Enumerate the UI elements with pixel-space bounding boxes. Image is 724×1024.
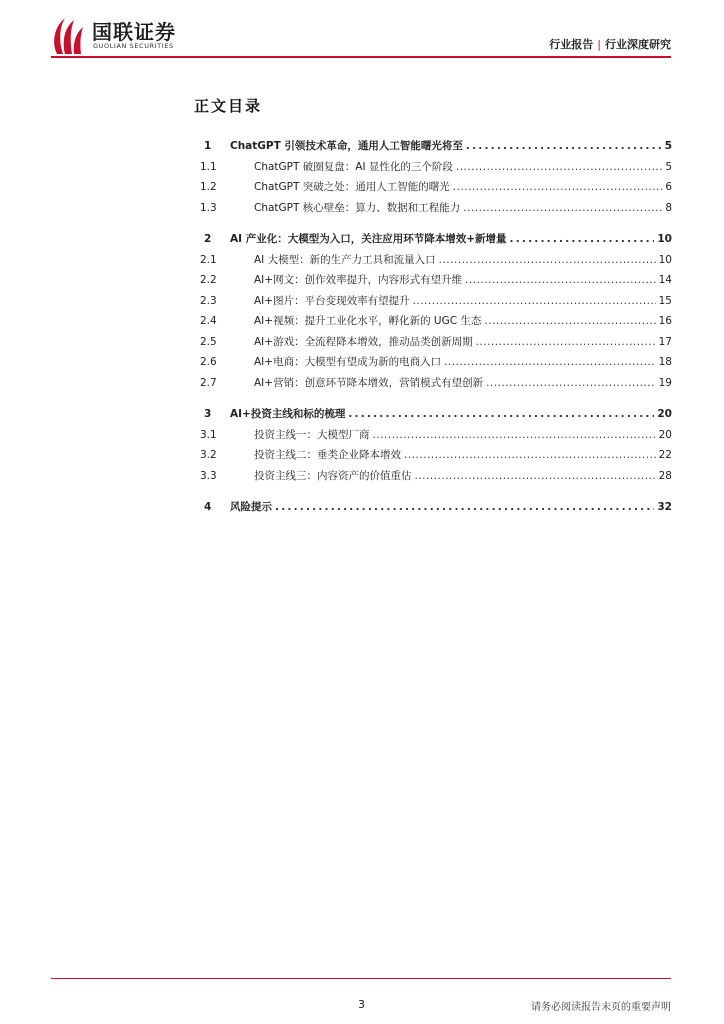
toc-section[interactable] <box>200 427 672 448</box>
toc-entry-number: 3.1 <box>200 428 217 441</box>
toc-entry-number: 2 <box>204 233 212 245</box>
report-subtype: 行业深度研究 <box>605 38 671 51</box>
toc-entry-title: AI+图片：平台变现效率有望提升 <box>254 294 410 307</box>
toc-entry-page: 6 <box>665 181 672 193</box>
guolian-logo-icon <box>51 14 87 56</box>
toc-leader-dots <box>348 408 654 420</box>
toc-leader-dots <box>510 233 655 245</box>
logo-chinese-name: 国联证券 <box>92 20 176 44</box>
toc-entry-page: 5 <box>664 140 672 152</box>
toc-leader-dots <box>486 377 656 389</box>
toc-entry-page: 14 <box>658 274 672 286</box>
toc-entry-title: AI+营销：创意环节降本增效，营销模式有望创新 <box>254 376 484 389</box>
toc-chapter[interactable] <box>200 231 672 252</box>
toc-entry-page: 32 <box>657 501 672 513</box>
toc-leader-dots <box>404 449 656 461</box>
toc-entry-number: 1 <box>204 140 212 152</box>
toc-section[interactable] <box>200 252 672 273</box>
toc-spacer <box>200 220 672 231</box>
toc-section[interactable] <box>200 447 672 468</box>
toc-entry-page: 22 <box>658 449 672 461</box>
toc-section[interactable] <box>200 468 672 489</box>
report-type: 行业报告 <box>549 38 594 51</box>
toc-entry-title: AI+电商：大模型有望成为新的电商入口 <box>254 356 442 368</box>
toc-leader-dots <box>456 161 662 173</box>
toc-section[interactable] <box>200 313 672 334</box>
toc-entry-number: 3.3 <box>200 469 217 482</box>
toc-entry-title: 投资主线二：垂类企业降本增效 <box>254 449 401 461</box>
company-logo <box>51 14 191 56</box>
toc-entry-title: AI+游戏：全流程降本增效，推动品类创新周期 <box>254 335 473 348</box>
toc-entry-number: 2.7 <box>200 376 217 389</box>
toc-entry-number: 2.2 <box>200 274 217 286</box>
toc-title: 正文目录 <box>194 97 263 115</box>
toc-chapter[interactable] <box>200 406 672 427</box>
toc-chapter[interactable] <box>200 499 672 520</box>
toc-leader-dots <box>476 336 656 348</box>
toc-entry-page: 20 <box>658 428 672 441</box>
toc-leader-dots <box>275 501 654 513</box>
toc-entry-number: 2.5 <box>200 335 217 348</box>
toc-section[interactable] <box>200 334 672 355</box>
header-divider <box>51 56 671 58</box>
toc-entry-number: 1.2 <box>200 181 217 193</box>
toc-section[interactable] <box>200 293 672 314</box>
page-header <box>0 0 724 62</box>
toc-entry-number: 2.6 <box>200 356 217 368</box>
toc-section[interactable] <box>200 272 672 293</box>
report-category <box>549 36 671 52</box>
toc-entry-title: 投资主线三：内容资产的价值重估 <box>254 469 412 482</box>
toc-entry-number: 3 <box>204 408 212 420</box>
toc-entry-page: 8 <box>665 201 672 214</box>
toc-entry-title: AI+视频：提升工业化水平，孵化新的 UGC 生态 <box>254 315 482 327</box>
toc-section[interactable] <box>200 159 672 180</box>
toc-chapter[interactable] <box>200 138 672 159</box>
toc-section[interactable] <box>200 375 672 396</box>
footer-disclaimer: 请务必阅读报告末页的重要声明 <box>531 1002 671 1013</box>
toc-leader-dots <box>413 295 656 307</box>
toc-spacer <box>200 395 672 406</box>
toc-entry-page: 10 <box>657 233 672 245</box>
toc-entry-title: 投资主线一：大模型厂商 <box>254 428 370 441</box>
toc-entry-title: ChatGPT 破圈复盘：AI 显性化的三个阶段 <box>254 160 453 173</box>
toc-entry-page: 16 <box>658 315 672 327</box>
toc-section[interactable] <box>200 200 672 221</box>
toc-entry-page: 28 <box>658 469 672 482</box>
toc-entry-page: 10 <box>658 253 672 266</box>
toc-entry-number: 2.4 <box>200 315 217 327</box>
table-of-contents <box>200 138 672 520</box>
toc-leader-dots <box>373 429 656 441</box>
toc-entry-title: ChatGPT 引领技术革命，通用人工智能曙光将至 <box>230 140 463 152</box>
toc-entry-page: 20 <box>657 408 672 420</box>
toc-leader-dots <box>463 202 662 214</box>
toc-entry-title: AI 产业化：大模型为入口，关注应用环节降本增效+新增量 <box>230 233 507 245</box>
toc-leader-dots <box>439 254 656 266</box>
toc-entry-page: 15 <box>658 294 672 307</box>
toc-leader-dots <box>444 356 656 368</box>
toc-section[interactable] <box>200 179 672 200</box>
toc-leader-dots <box>465 274 656 286</box>
toc-entry-number: 3.2 <box>200 449 217 461</box>
toc-entry-page: 19 <box>658 376 672 389</box>
toc-entry-title: ChatGPT 突破之处：通用人工智能的曙光 <box>254 181 450 193</box>
toc-entry-page: 5 <box>665 160 672 173</box>
logo-english-name: GUOLIAN SECURITIES <box>93 42 174 50</box>
footer-divider <box>51 978 671 979</box>
toc-entry-number: 2.1 <box>200 253 217 266</box>
toc-entry-page: 17 <box>658 335 672 348</box>
toc-entry-number: 1.3 <box>200 201 217 214</box>
toc-entry-title: 风险提示 <box>230 501 272 513</box>
toc-spacer <box>200 488 672 499</box>
toc-entry-number: 2.3 <box>200 294 217 307</box>
page-number: 3 <box>358 998 365 1011</box>
toc-leader-dots <box>453 181 663 193</box>
toc-entry-page: 18 <box>658 356 672 368</box>
toc-entry-number: 1.1 <box>200 160 217 173</box>
toc-section[interactable] <box>200 354 672 375</box>
toc-entry-title: AI+投资主线和标的梳理 <box>230 408 346 420</box>
toc-leader-dots <box>466 140 662 152</box>
toc-entry-number: 4 <box>204 501 212 513</box>
header-separator: | <box>597 38 601 51</box>
toc-entry-title: ChatGPT 核心壁垒：算力、数据和工程能力 <box>254 201 461 214</box>
toc-leader-dots <box>415 470 656 482</box>
toc-entry-title: AI 大模型：新的生产力工具和流量入口 <box>254 253 436 266</box>
toc-entry-title: AI+网文：创作效率提升，内容形式有望升维 <box>254 274 463 286</box>
toc-leader-dots <box>484 315 655 327</box>
